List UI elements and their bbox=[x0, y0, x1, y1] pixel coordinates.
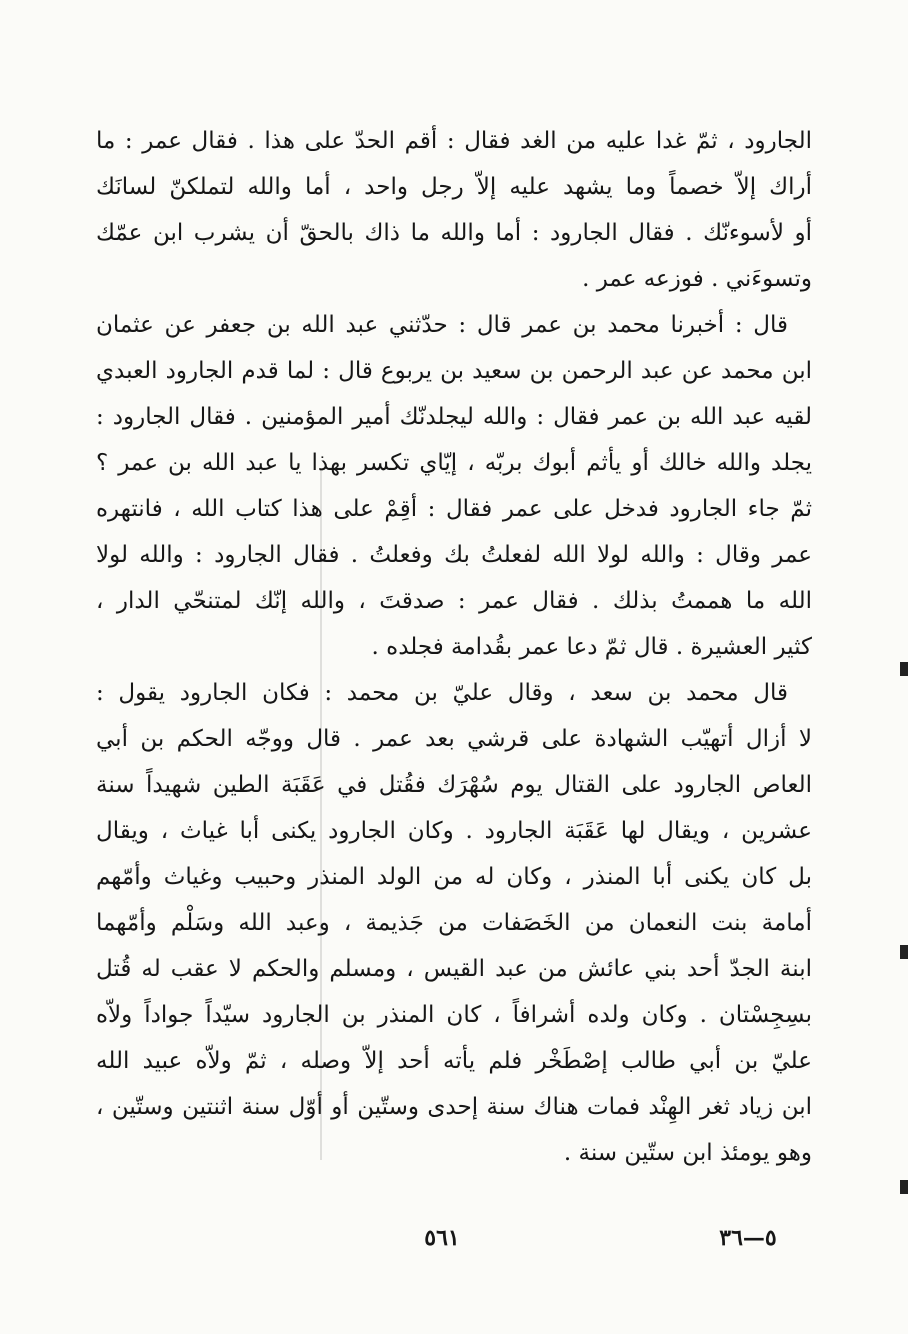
signature-mark: ٥—٣٦ bbox=[719, 1225, 777, 1251]
text-line: أراك إلاّ خصماً وما يشهد عليه إلاّ رجل واحد ، أما والله لتملكنّ لسانَك bbox=[96, 174, 812, 200]
text-line: الله ما هممتُ بذلك . فقال عمر : صدقتَ ، والله إنّك لمتنحّي الدار ، bbox=[96, 588, 812, 614]
text-line: وهو يومئذ ابن ستّين سنة . bbox=[563, 1140, 812, 1166]
text-line: وتسوءَني . فوزعه عمر . bbox=[582, 266, 812, 292]
text-line: ابن زياد ثغر الهِنْد فمات هناك سنة إحدى وستّين أو أوّل سنة اثنتين وستّين ، bbox=[96, 1094, 812, 1120]
scan-edge-mark bbox=[900, 945, 908, 959]
text-line: ابن محمد عن عبد الرحمن بن سعيد بن يربوع قال : لما قدم الجارود العبدي bbox=[96, 358, 812, 384]
text-line: ابنة الجدّ أحد بني عائش من عبد القيس ، ومسلم والحكم لا عقب له قُتل bbox=[96, 956, 812, 982]
text-line: لا أزال أتهيّب الشهادة على قرشي بعد عمر . قال ووجّه الحكم بن أبي bbox=[96, 726, 812, 752]
text-line: عليّ بن أبي طالب إصْطَخْر فلم يأته أحد إلاّ وصله ، ثمّ ولاّه عبيد الله bbox=[96, 1048, 812, 1074]
scan-edge-mark bbox=[900, 662, 908, 676]
text-line: عمر وقال : والله لولا الله لفعلتُ بك وفعلتُ . فقال الجارود : والله لولا bbox=[96, 542, 812, 568]
text-line: قال : أخبرنا محمد بن عمر قال : حدّثني عبد الله بن جعفر عن عثمان bbox=[96, 312, 788, 338]
page-number: ٥٦١ bbox=[424, 1225, 460, 1251]
text-line: لقيه عبد الله بن عمر فقال : والله ليجلدنّك أمير المؤمنين . فقال الجارود : bbox=[96, 404, 812, 430]
text-line: عشرين ، ويقال لها عَقَبَة الجارود . وكان الجارود يكنى أبا غياث ، ويقال bbox=[96, 818, 812, 844]
text-line: العاص الجارود على القتال يوم سُهْرَك فقُتل في عَقَبَة الطين شهيداً سنة bbox=[96, 772, 812, 798]
text-line: أمامة بنت النعمان من الخَصَفات من جَذيمة ، وعبد الله وسَلْم وأمّهما bbox=[96, 910, 812, 936]
text-line: الجارود ، ثمّ غدا عليه من الغد فقال : أقم الحدّ على هذا . فقال عمر : ما bbox=[96, 128, 812, 154]
scan-edge-mark bbox=[900, 1180, 908, 1194]
text-line: أو لأسوءنّك . فقال الجارود : أما والله ما ذاك بالحقّ أن يشرب ابن عمّك bbox=[96, 220, 812, 246]
text-line: بسِجِسْتان . وكان ولده أشرافاً ، كان المنذر بن الجارود سيّداً جواداً ولاّه bbox=[96, 1002, 812, 1028]
text-line: قال محمد بن سعد ، وقال عليّ بن محمد : فكان الجارود يقول : bbox=[96, 680, 788, 706]
text-line: ثمّ جاء الجارود فدخل على عمر فقال : أقِمْ على هذا كتاب الله ، فانتهره bbox=[96, 496, 812, 522]
text-line: كثير العشيرة . قال ثمّ دعا عمر بقُدامة فجلده . bbox=[371, 634, 812, 660]
text-line: يجلد والله خالك أو يأثم أبوك بربّه ، إيّاي تكسر بهذا يا عبد الله بن عمر ؟ bbox=[96, 450, 812, 476]
text-line: بل كان يكنى أبا المنذر ، وكان له من الولد المنذر وحبيب وغياث وأمّهم bbox=[96, 864, 812, 890]
